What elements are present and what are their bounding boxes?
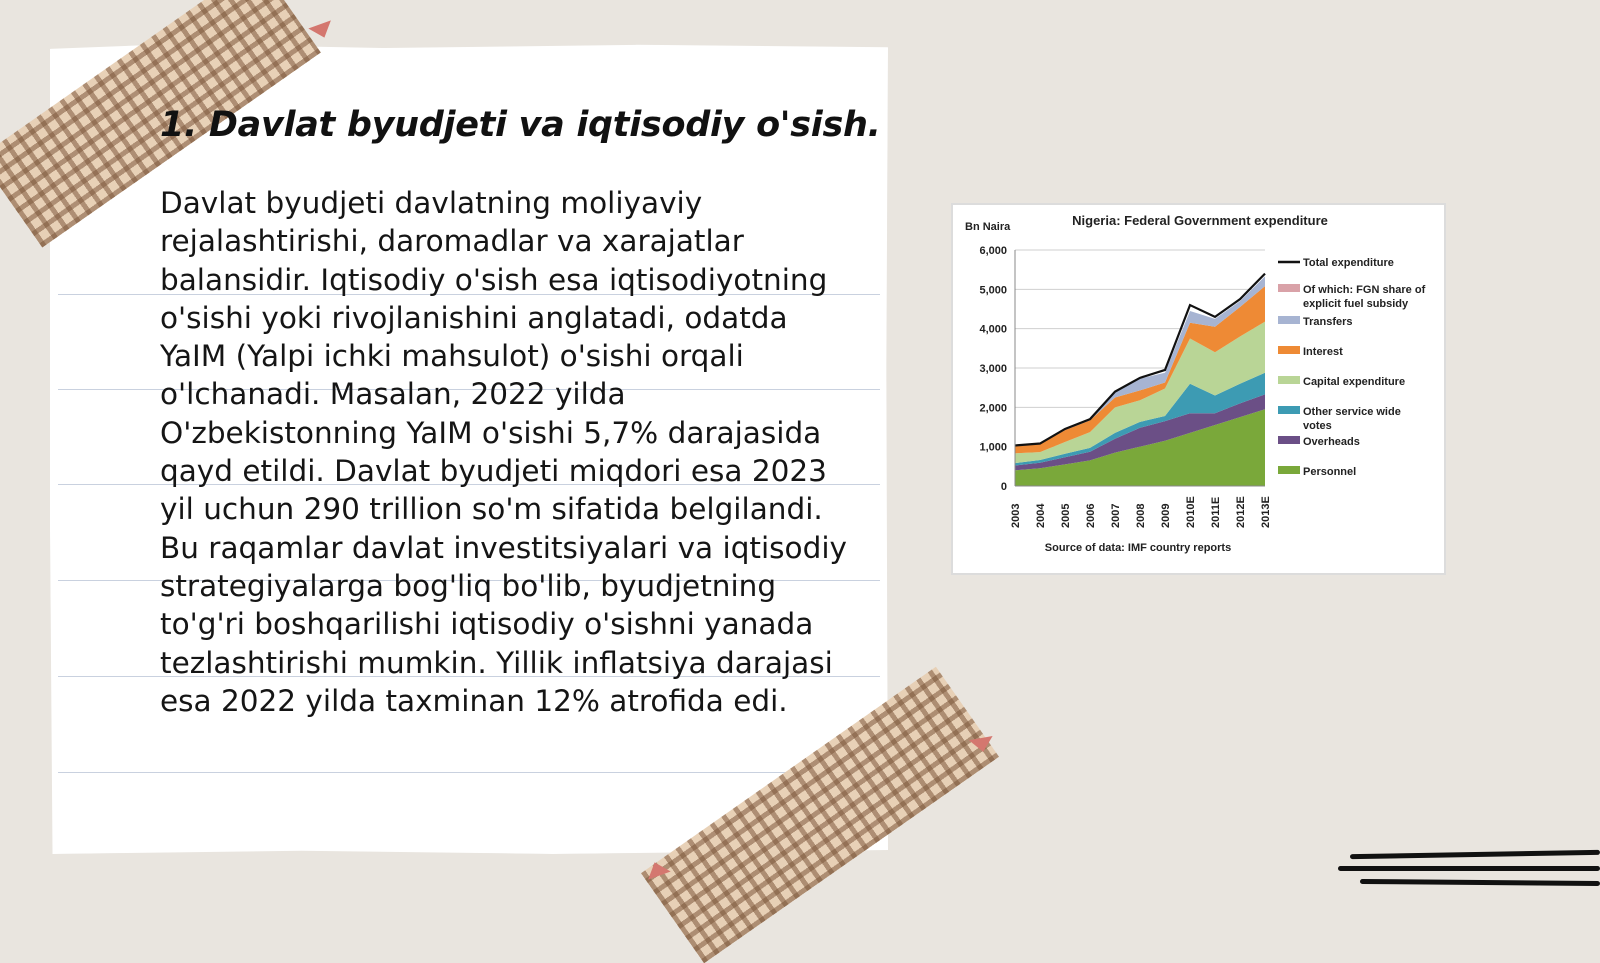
- legend-swatch: [1278, 406, 1300, 414]
- legend-label: Overheads: [1303, 436, 1360, 448]
- y-tick-label: 2,000: [979, 402, 1007, 415]
- decorative-stroke: [1360, 879, 1600, 886]
- chart-source-note: Source of data: IMF country reports: [1044, 542, 1232, 554]
- legend-label: Other service wide votes: [1303, 406, 1401, 432]
- y-tick-label: 3,000: [979, 363, 1007, 375]
- legend-label: Transfers: [1303, 316, 1353, 328]
- x-tick-label: 2006: [1085, 503, 1097, 528]
- x-tick-label: 2013E: [1260, 496, 1272, 528]
- x-tick-label: 2004: [1035, 503, 1047, 528]
- legend-swatch: [1278, 466, 1300, 474]
- legend-label: Capital expenditure: [1303, 376, 1406, 388]
- expenditure-chart: [953, 205, 1444, 573]
- x-tick-label: 2012E: [1235, 496, 1247, 528]
- chart-y-axis-label: Bn Naira: [965, 221, 1011, 233]
- legend-label: Interest: [1303, 346, 1343, 358]
- x-tick-label: 2005: [1060, 503, 1072, 528]
- decorative-stroke: [1350, 850, 1600, 859]
- x-tick-label: 2007: [1110, 503, 1122, 528]
- x-tick-label: 2011E: [1210, 496, 1222, 528]
- x-tick-label: 2010E: [1185, 496, 1197, 528]
- y-tick-label: 0: [1000, 481, 1007, 493]
- x-tick-label: 2003: [1010, 503, 1022, 528]
- legend-swatch: [1278, 346, 1300, 354]
- slide-paragraph: Davlat byudjeti davlatning moliyaviy rejalashtirishi, daromadlar va xarajatlar balansidir. Iqtisodiy o'sish esa iqtisodiyotning o'sishi yoki rivojlanishini anglatadi, odatda YaIM (Yalpi ichki mahsulot) o'sishi orqali o'lchanadi. Masalan, 2022 yilda O'zbekistonning YaIM o'sishi 5,7% darajasida qayd etildi. Davlat byudjeti miqdori esa 2023 yil uchun 290 trillion so'm sifatida belgilandi. Bu raqamlar davlat investitsiyalari va iqtisodiy strategiyalarga bog'liq bo'lib, byudjetning to'g'ri boshqarilishi iqtisodiy o'sishni yanada tezlashtirishi mumkin. Yillik inflatsiya darajasi esa 2022 yilda taxminan 12% atrofida edi.: [160, 186, 847, 718]
- y-tick-label: 1,000: [979, 441, 1007, 454]
- chart-image-frame: [951, 203, 1446, 575]
- tape-tip-decoration: [308, 20, 335, 41]
- x-tick-label: 2008: [1135, 503, 1147, 528]
- slide-title: 1. Davlat byudjeti va iqtisodiy o'sish.: [160, 105, 881, 145]
- x-tick-label: 2009: [1160, 503, 1172, 528]
- chart-title: Nigeria: Federal Government expenditure: [1072, 213, 1328, 228]
- y-tick-label: 4,000: [979, 323, 1007, 336]
- legend-swatch: [1278, 316, 1300, 324]
- y-tick-label: 6,000: [979, 245, 1007, 257]
- legend-label: Total expenditure: [1303, 257, 1394, 269]
- legend-swatch: [1278, 284, 1300, 292]
- legend-swatch: [1278, 376, 1300, 384]
- legend-label: Personnel: [1303, 466, 1357, 478]
- paper-rule-line: [58, 772, 880, 773]
- legend-swatch: [1278, 436, 1300, 444]
- legend-label: Of which: FGN share of explicit fuel subsidy: [1303, 284, 1426, 310]
- decorative-stroke: [1338, 866, 1600, 871]
- y-tick-label: 5,000: [979, 284, 1007, 297]
